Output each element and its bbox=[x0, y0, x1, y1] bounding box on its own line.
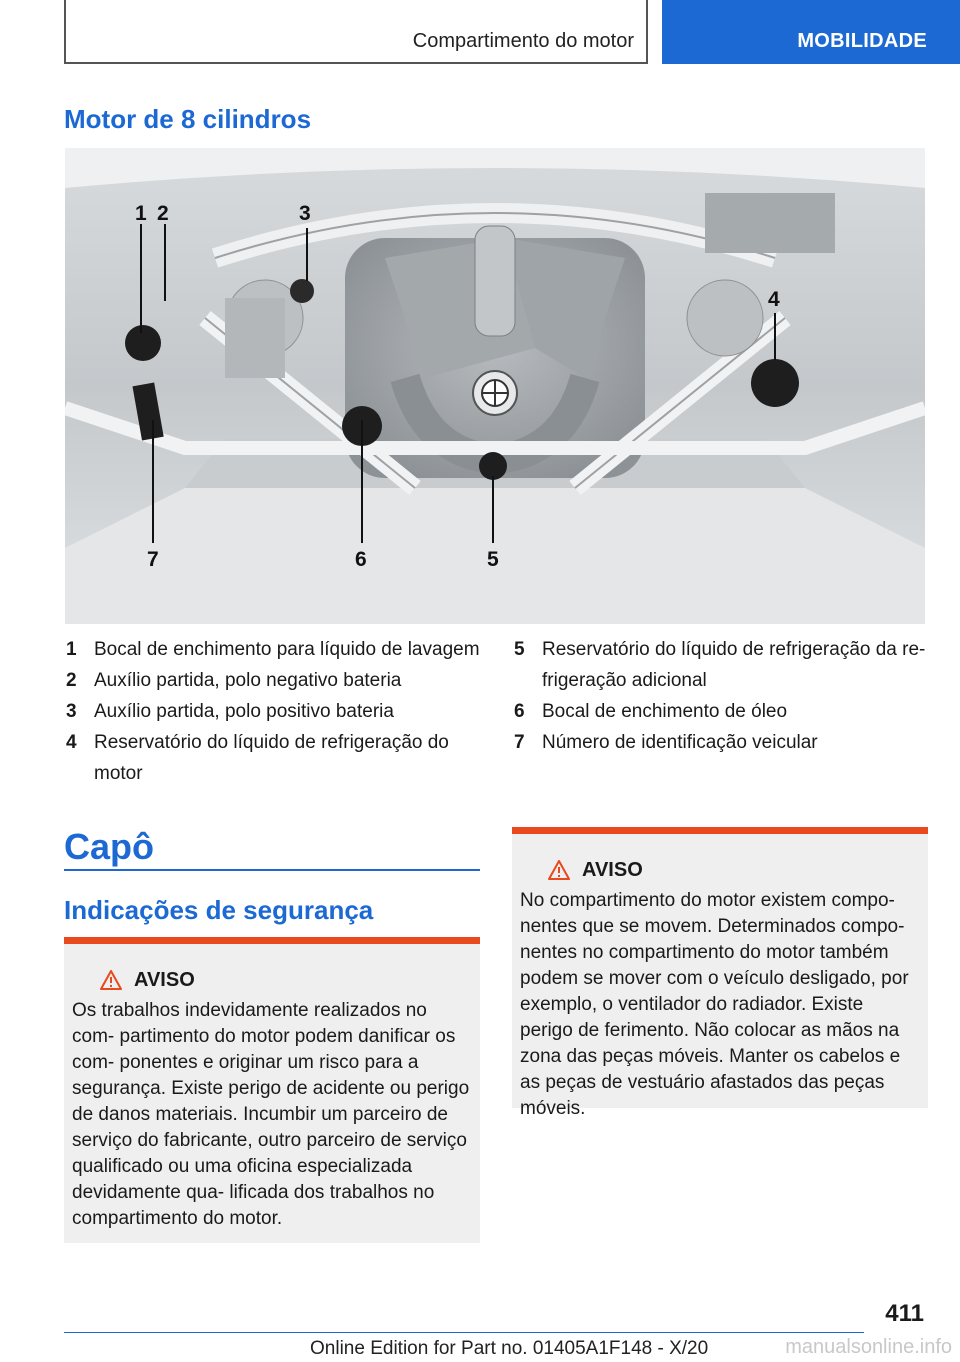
header-section-title: Compartimento do motor bbox=[412, 30, 634, 52]
warning-header bbox=[548, 856, 920, 884]
safety-title: Indicações de segurança bbox=[64, 895, 374, 925]
footer-divider bbox=[64, 1332, 864, 1333]
callout-3: 3 bbox=[299, 202, 311, 225]
legend-text: Auxílio partida, polo positivo bateria bbox=[94, 701, 394, 722]
page-number: 411 bbox=[885, 1300, 924, 1327]
legend-number: 6 bbox=[514, 701, 525, 722]
engine-bay-illustration bbox=[65, 148, 925, 624]
legend-text: Auxílio partida, polo negativo bateria bbox=[94, 670, 402, 691]
legend-number: 3 bbox=[66, 701, 77, 722]
legend-item bbox=[514, 634, 926, 696]
callout-1: 1 bbox=[135, 202, 147, 225]
legend-number: 2 bbox=[66, 670, 77, 691]
legend-item bbox=[514, 696, 926, 727]
legend-list-left bbox=[66, 634, 480, 789]
callout-6: 6 bbox=[355, 548, 367, 571]
warning-box-right bbox=[512, 827, 928, 1119]
legend-text: Reservatório do líquido de refrigeração da re- frigeração adicional bbox=[542, 639, 926, 691]
legend-number: 7 bbox=[514, 732, 525, 753]
warning-triangle-icon bbox=[100, 970, 122, 990]
header-chapter-label: MOBILIDADE bbox=[797, 30, 927, 52]
warning-text: Os trabalhos indevidamente realizados no com- partimento do motor podem danificar os com- ponentes e originar um risco para a segurança. Existe perigo de acidente ou perigo de danos materiais. Incumbir um parceiro de serviço do fabricante, outro parceiro de serviço qualificado ou uma oficina especializada devidamente qua- lificada dos trabalhos no compartimento do motor. bbox=[72, 1000, 470, 1229]
legend-number: 4 bbox=[66, 732, 77, 753]
legend-item bbox=[514, 727, 926, 758]
warning-header bbox=[100, 966, 472, 994]
legend-text: Reservatório do líquido de refrigeração do motor bbox=[94, 732, 449, 784]
footer-edition: Online Edition for Part no. 01405A1F148 - X/20 bbox=[310, 1338, 709, 1359]
header-section-box bbox=[64, 0, 648, 64]
callout-5: 5 bbox=[487, 548, 499, 571]
warning-title: AVISO bbox=[134, 968, 195, 991]
callout-4: 4 bbox=[768, 288, 780, 311]
warning-box-left bbox=[64, 937, 480, 1243]
header-chapter-tab bbox=[662, 0, 960, 64]
legend-item bbox=[66, 696, 480, 727]
warning-text: No compartimento do motor existem compo- nentes que se movem. Determinados compo- nentes no compartimento do motor também podem se mover com o veículo desligado, por exemplo, o ventilador do radiador. Existe perigo de ferimento. Não colocar as mãos na zona das peças móveis. Manter os cabelos e as peças de vestuário afastados das peças móveis. bbox=[520, 890, 909, 1119]
warning-title: AVISO bbox=[582, 858, 643, 881]
legend-text: Bocal de enchimento para líquido de lavagem bbox=[94, 639, 480, 660]
legend-list-right bbox=[514, 634, 926, 758]
legend-number: 5 bbox=[514, 639, 525, 660]
legend-item bbox=[66, 634, 480, 665]
legend-text: Número de identificação veicular bbox=[542, 732, 818, 753]
callout-2: 2 bbox=[157, 202, 169, 225]
capo-title: Capô bbox=[64, 826, 154, 867]
legend-item bbox=[66, 665, 480, 696]
legend-number: 1 bbox=[66, 639, 77, 660]
warning-triangle-icon bbox=[548, 860, 570, 880]
callout-7: 7 bbox=[147, 548, 159, 571]
section-divider bbox=[64, 869, 480, 871]
legend-item bbox=[66, 727, 480, 789]
watermark: manualsonline.info bbox=[785, 1336, 952, 1358]
motor-title: Motor de 8 cilindros bbox=[64, 104, 312, 134]
legend-text: Bocal de enchimento de óleo bbox=[542, 701, 788, 722]
